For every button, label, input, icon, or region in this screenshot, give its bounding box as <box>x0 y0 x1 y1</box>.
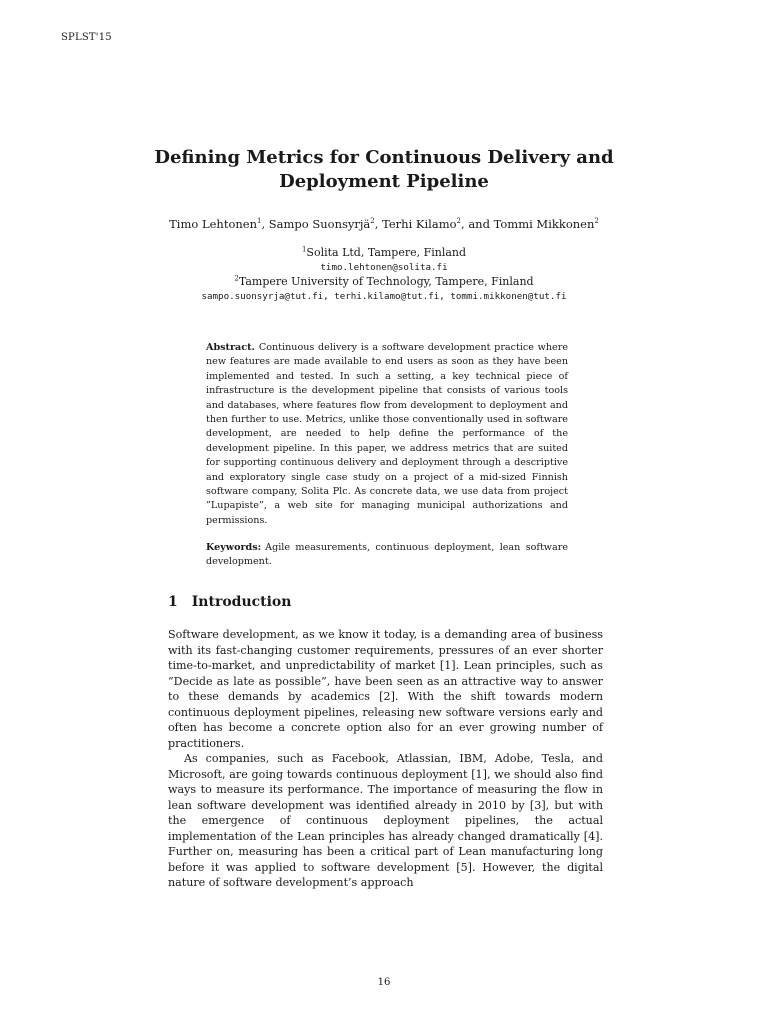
title-line-2: Deployment Pipeline <box>279 171 489 192</box>
affiliation-2-mark: 2 <box>234 274 239 283</box>
affiliation-1-mark: 1 <box>301 245 307 254</box>
affiliation-1 <box>100 246 668 261</box>
venue-header: SPLST'15 <box>61 32 112 43</box>
section-body <box>168 627 603 891</box>
author-2-affil: 2 <box>370 217 375 226</box>
affiliation-1-text: Solita Ltd, Tampere, Finland <box>306 246 467 259</box>
author-3: Terhi Kilamo <box>382 217 457 231</box>
abstract-text: Continuous delivery is a software development practice where new features are made available to end users as soon as they have been implemented and tested. In such a setting, a key technical piece of infrastructure is the development pipeline that consists of various tools and databases, where features flow from development to deployment and then further to use. Metrics, unlike those conventionally used in software development, are needed to help define the performance of the development pipeline. In this paper, we address metrics that are suited for supporting continuous delivery and deployment through a descriptive and exploratory single case study on a project of a mid-sized Finnish software company, Solita Plc. As concrete data, we use data from project ”Lupapiste”, a web site for managing municipal authorizations and permissions. <box>206 342 568 526</box>
author-1-affil: 1 <box>257 217 262 226</box>
author-1: Timo Lehtonen <box>169 217 257 231</box>
email-2: sampo.suonsyrja@tut.fi, terhi.kilamo@tut.fi, tommi.mikkonen@tut.fi <box>201 290 567 302</box>
abstract <box>206 341 568 528</box>
author-2: Sampo Suonsyrjä <box>268 217 371 231</box>
paragraph-1: Software development, as we know it today, is a demanding area of business with its fast-changing customer requirements, pressures of an ever shorter time-to-market, and unpredictability of market [1]. Lean principles, such as ”Decide as late as possible”, have been seen as an attractive way to answer to these demands by academics [2]. With the shift towards modern continuous deployment pipelines, releasing new software versions early and often has become a concrete option also for an ever growing number of practitioners. <box>168 628 603 750</box>
affiliation-2 <box>100 275 668 290</box>
author-list: Timo Lehtonen$^1$, Sampo Suonsyrjä$^2$, Terhi Kilamo$^2$, and Tommi Mikkonen$^2$ <box>169 217 599 231</box>
page-number: 16 <box>377 977 391 988</box>
affiliations <box>100 246 668 304</box>
email-1: timo.lehtonen@solita.fi <box>320 261 448 273</box>
paper-title <box>120 146 648 194</box>
section-number: 1 <box>168 594 178 610</box>
keywords-label: Keywords: <box>206 542 262 553</box>
title-line-1: Defining Metrics for Continuous Delivery and <box>154 147 614 168</box>
author-3-affil: 2 <box>456 217 461 226</box>
paragraph-2: As companies, such as Facebook, Atlassian, IBM, Adobe, Tesla, and Microsoft, are going towards continuous deployment [1], we should also find ways to measure its performance. The importance of measuring the flow in lean software development was identified already in 2010 by [3], but with the emergence of continuous deployment pipelines, the actual implementation of the Lean principles has already changed dramatically [4]. Further on, measuring has been a critical part of Lean manufacturing long before it was applied to software development [5]. However, the digital nature of software development’s approach <box>168 752 603 889</box>
section-heading <box>168 594 291 610</box>
affiliation-2-text: Tampere University of Technology, Tampere, Finland <box>238 275 534 289</box>
keywords-text: Agile measurements, continuous deployment, lean software development. <box>206 542 568 568</box>
keywords <box>206 541 568 570</box>
section-title: Introduction <box>191 594 292 610</box>
abstract-label: Abstract. <box>206 342 255 353</box>
author-4: and Tommi Mikkonen <box>468 217 595 231</box>
author-4-affil: 2 <box>594 217 599 226</box>
